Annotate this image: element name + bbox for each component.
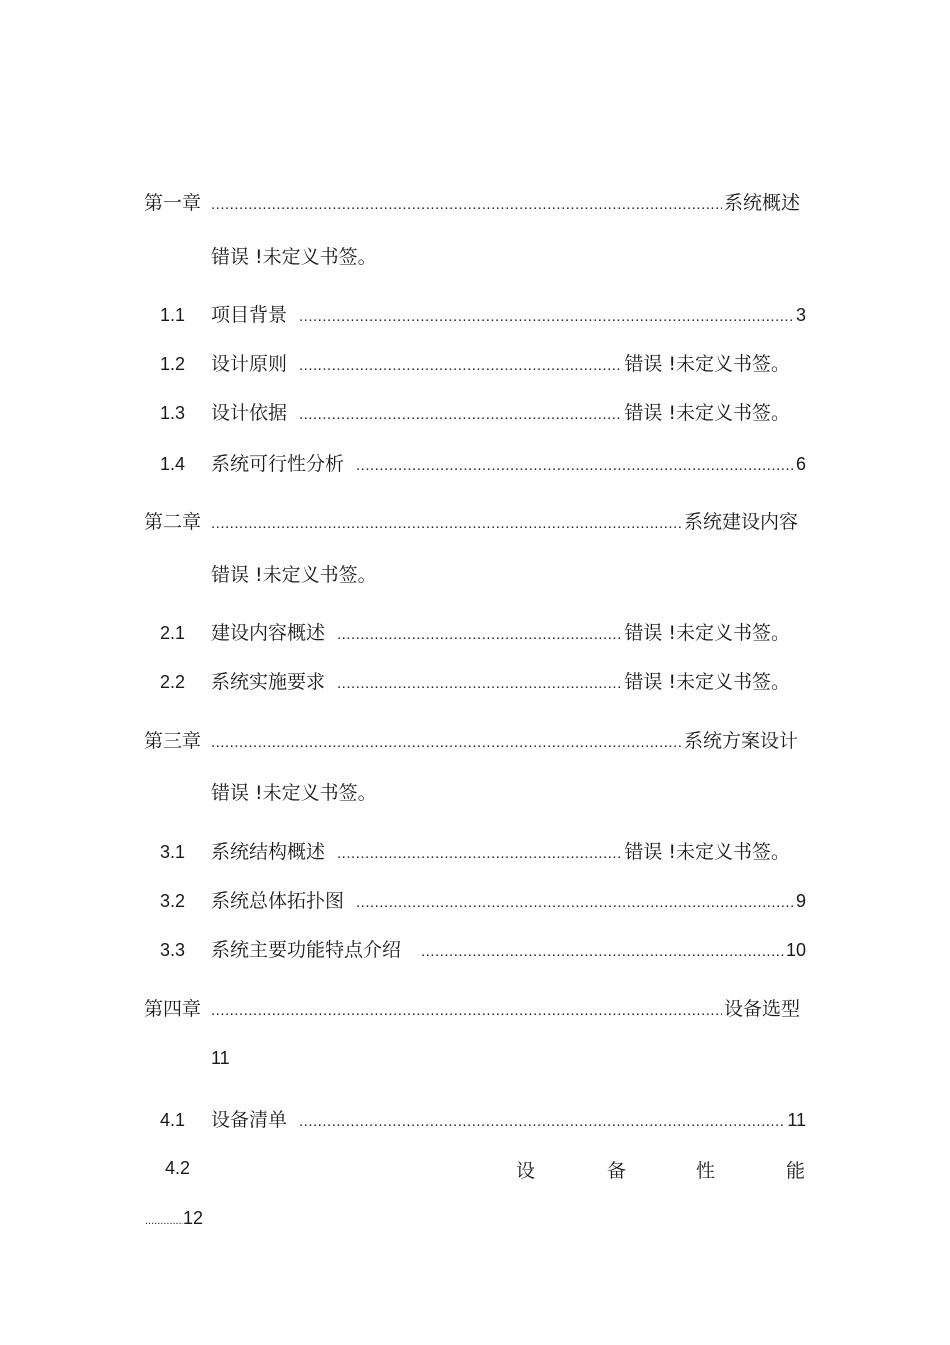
leader-dots <box>211 1002 722 1019</box>
page-ref-error: 错误 !未定义书签。 <box>624 841 790 863</box>
leader-dots <box>356 457 794 474</box>
section-title: 设计依据 <box>211 402 288 424</box>
chapter-title: 设备选型 <box>723 998 800 1020</box>
toc-chapter-1[interactable] <box>144 188 800 215</box>
toc-section-1-3[interactable] <box>160 398 790 425</box>
chapter-label: 第四章 <box>144 998 202 1020</box>
leader-dots <box>337 626 622 643</box>
section-title-char: 能 <box>786 1160 806 1182</box>
leader-dots <box>211 734 682 751</box>
chapter-title: 系统建设内容 <box>683 511 798 533</box>
leader-dots <box>299 406 622 423</box>
section-number: 2.2 <box>160 672 186 692</box>
section-number: 4.2 <box>165 1158 191 1178</box>
section-number: 3.2 <box>160 891 186 911</box>
section-number: 1.2 <box>160 354 186 374</box>
toc-chapter-4[interactable] <box>144 994 800 1021</box>
section-title: 系统总体拓扑图 <box>211 890 345 912</box>
section-title: 系统实施要求 <box>211 671 326 693</box>
leader-dots <box>337 675 622 692</box>
page-ref-error: 错误 !未定义书签。 <box>624 671 790 693</box>
chapter-title: 系统方案设计 <box>683 730 798 752</box>
leader-dots <box>299 308 794 325</box>
leader-dots <box>356 894 794 911</box>
page-number: 9 <box>795 891 806 911</box>
leader-dots <box>421 943 784 960</box>
section-title: 设备清单 <box>211 1109 288 1131</box>
page-ref-error: 错误 !未定义书签。 <box>624 622 790 644</box>
section-title: 设计原则 <box>211 353 288 375</box>
chapter-label: 第二章 <box>144 511 202 533</box>
section-title-char: 设 <box>516 1160 536 1182</box>
section-title-char: 备 <box>607 1160 627 1182</box>
leader-dots <box>211 515 682 532</box>
toc-section-2-2[interactable] <box>160 667 790 694</box>
toc-section-4-1[interactable] <box>160 1105 806 1132</box>
chapter-label: 第一章 <box>144 192 202 214</box>
page-number: 11 <box>787 1110 806 1130</box>
leader-dots <box>145 1215 183 1227</box>
chapter-label: 第三章 <box>144 730 202 752</box>
leader-dots <box>299 1113 785 1130</box>
section-4-2-page-line <box>145 1208 203 1229</box>
page-number: 3 <box>795 305 806 325</box>
chapter-4-page-number: 11 <box>211 1048 230 1068</box>
chapter-title: 系统概述 <box>723 192 800 214</box>
leader-dots <box>337 845 622 862</box>
toc-section-1-4[interactable] <box>160 449 806 476</box>
toc-section-1-1[interactable] <box>160 300 806 327</box>
section-number: 1.1 <box>160 305 186 325</box>
chapter-3-page-ref: 错误 !未定义书签。 <box>211 782 377 804</box>
toc-section-1-2[interactable] <box>160 349 790 376</box>
section-title: 项目背景 <box>211 304 288 326</box>
section-number: 1.4 <box>160 454 186 474</box>
section-number: 3.1 <box>160 842 186 862</box>
chapter-2-page-ref: 错误 !未定义书签。 <box>211 564 377 586</box>
toc-section-3-1[interactable] <box>160 837 790 864</box>
section-title: 系统主要功能特点介绍 <box>211 939 402 961</box>
page-number: 6 <box>795 454 806 474</box>
page-ref-error: 错误 !未定义书签。 <box>624 353 790 375</box>
page-number: 12 <box>183 1208 204 1228</box>
section-number: 1.3 <box>160 403 186 423</box>
toc-section-3-3[interactable] <box>160 935 806 962</box>
page-number: 10 <box>785 940 806 960</box>
toc-chapter-2[interactable] <box>144 507 798 534</box>
section-number: 4.1 <box>160 1110 186 1130</box>
leader-dots <box>211 196 722 213</box>
section-title: 建设内容概述 <box>211 622 326 644</box>
leader-dots <box>299 357 622 374</box>
section-title-char: 性 <box>696 1160 716 1182</box>
toc-section-3-2[interactable] <box>160 886 806 913</box>
toc-chapter-3[interactable] <box>144 726 798 753</box>
section-title: 系统可行性分析 <box>211 453 345 475</box>
chapter-1-page-ref: 错误 !未定义书签。 <box>211 246 377 268</box>
section-title: 系统结构概述 <box>211 841 326 863</box>
page-ref-error: 错误 !未定义书签。 <box>624 402 790 424</box>
toc-section-2-1[interactable] <box>160 618 790 645</box>
section-number: 3.3 <box>160 940 186 960</box>
section-number: 2.1 <box>160 623 186 643</box>
